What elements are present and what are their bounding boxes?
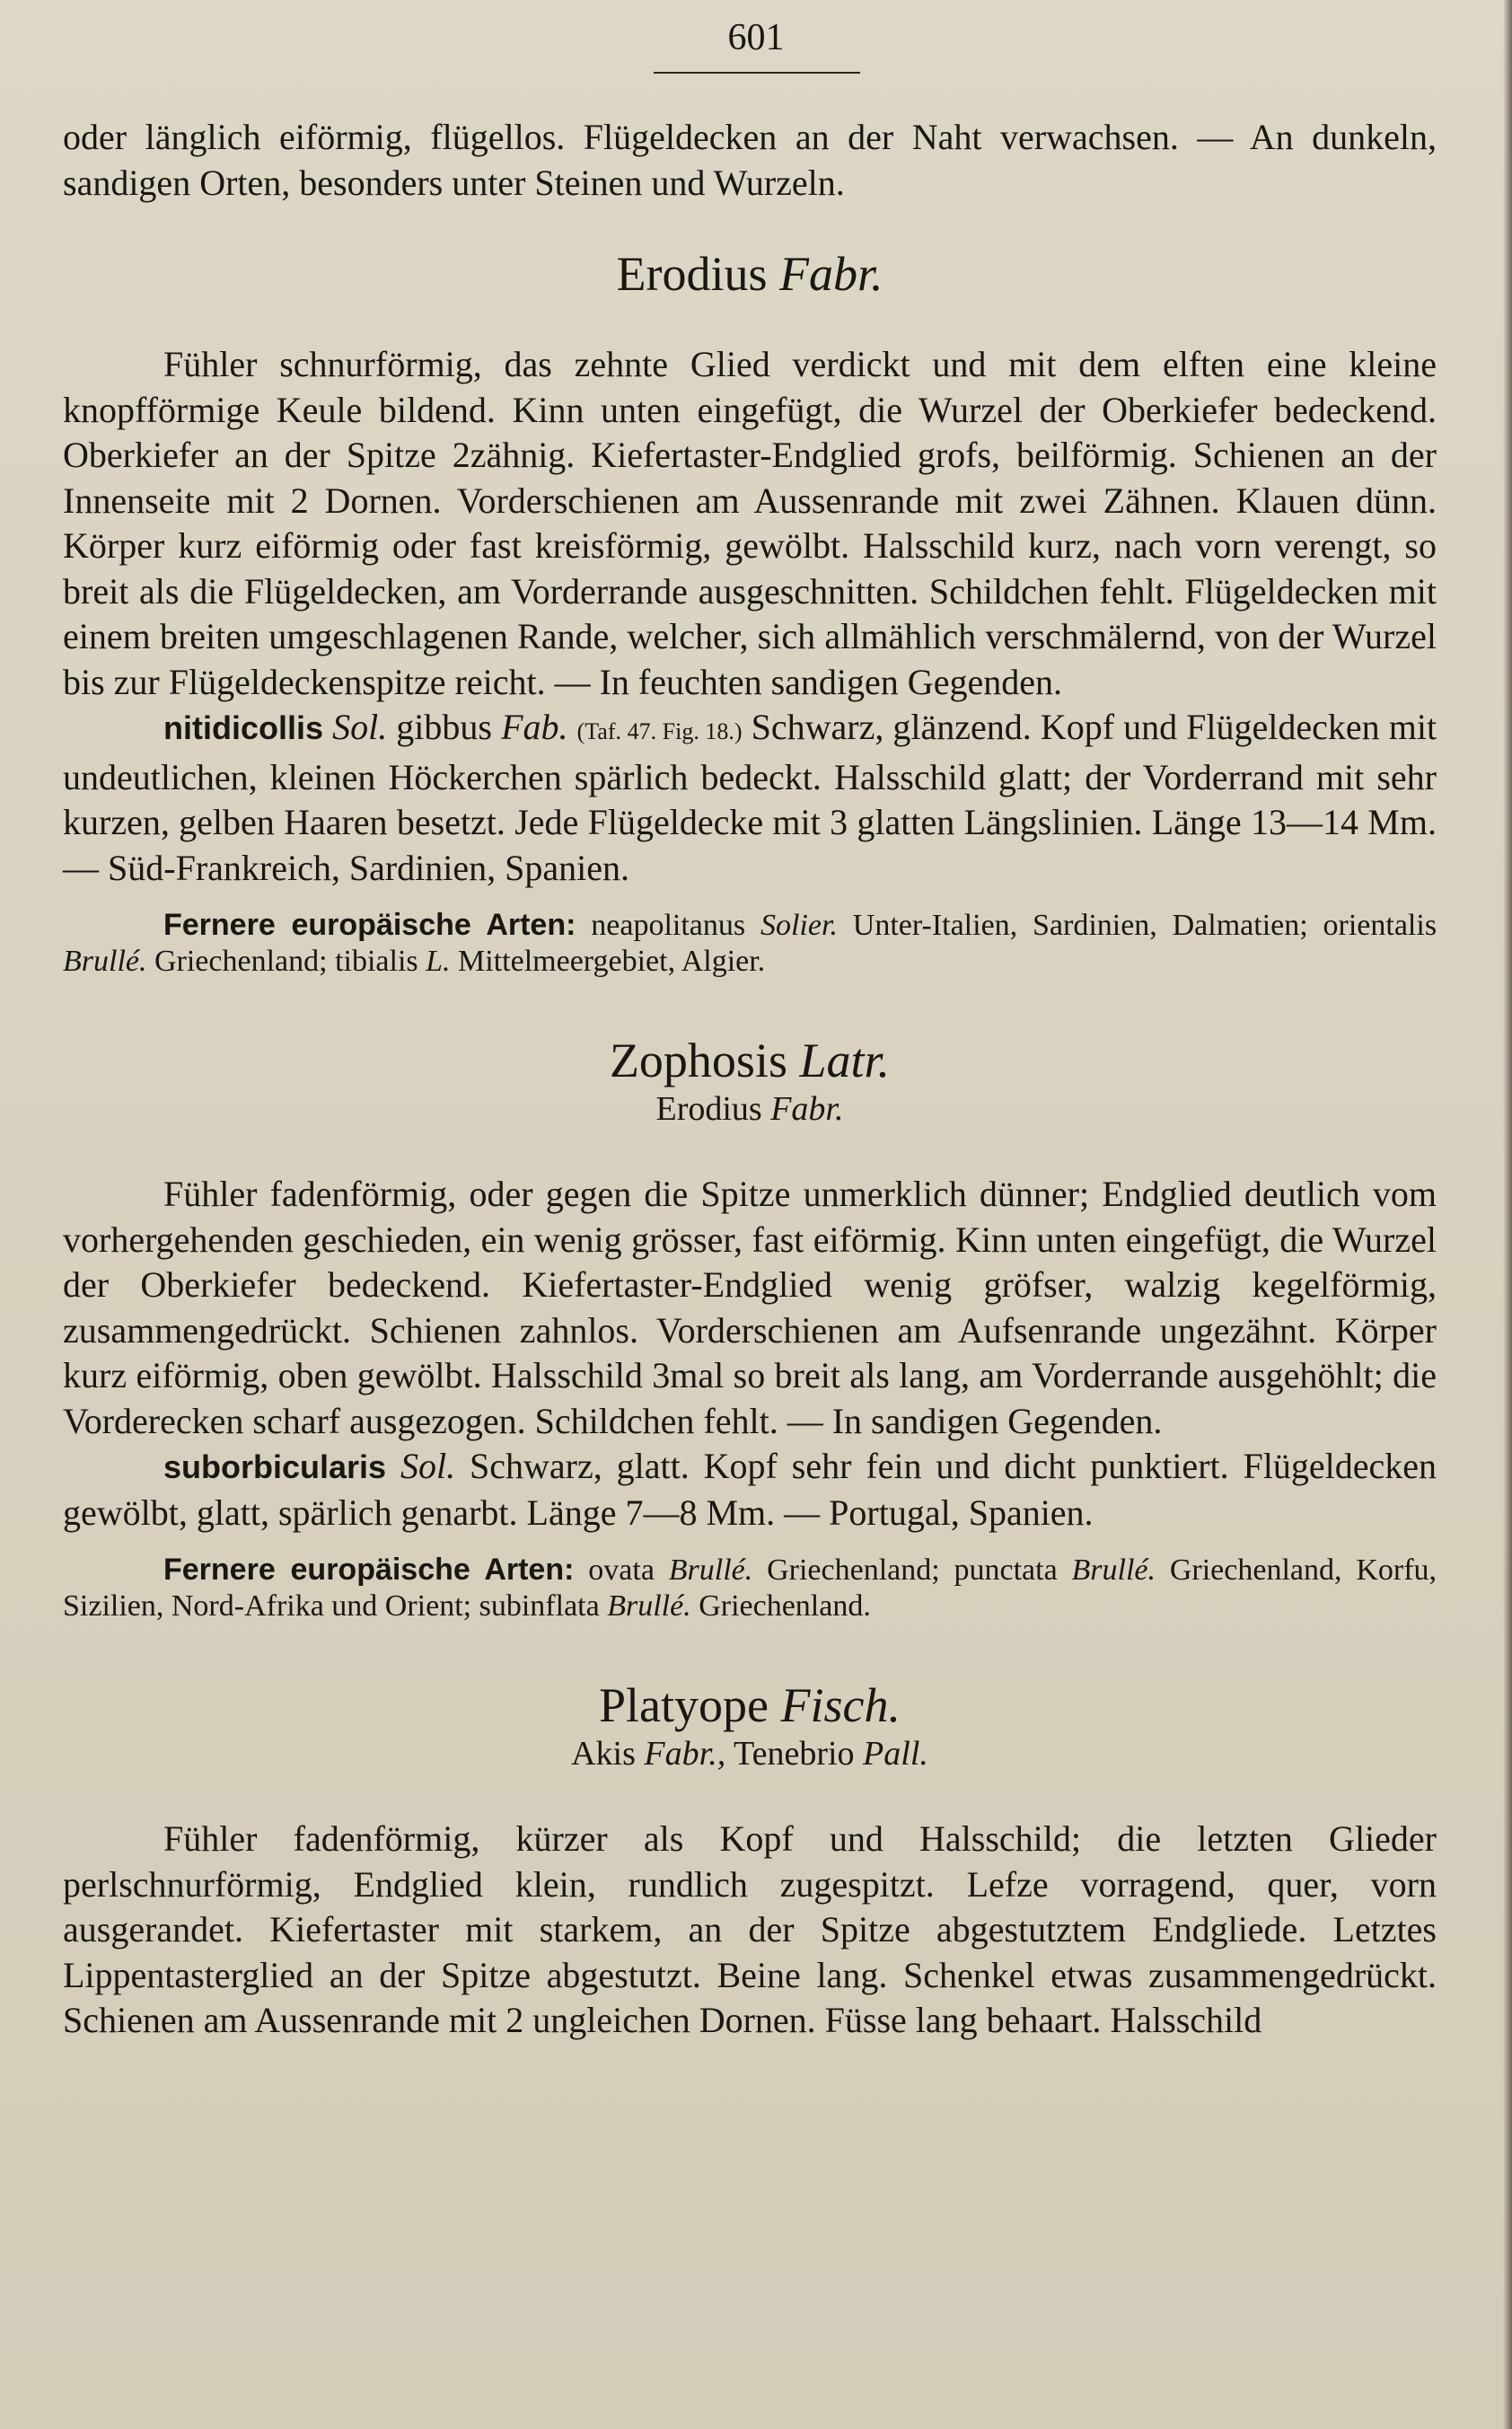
genus-author: Latr. bbox=[799, 1034, 891, 1087]
synonym-name: Tenebrio bbox=[734, 1735, 855, 1773]
page-content bbox=[63, 115, 1437, 2044]
genus-author: Fisch. bbox=[780, 1678, 901, 1732]
note-region: Griechenland; bbox=[767, 1553, 940, 1587]
synonym-author: Fabr., bbox=[644, 1735, 726, 1773]
genus-heading-zophosis bbox=[63, 1034, 1437, 1087]
synonym-name: Akis bbox=[571, 1735, 636, 1773]
species-name: nitidicollis bbox=[163, 709, 324, 746]
note-author: Brullé. bbox=[1071, 1553, 1156, 1587]
species-entry-nitidicollis bbox=[63, 705, 1437, 891]
note-author: Brullé. bbox=[668, 1553, 753, 1587]
note-region: Mittelmeergebiet, Algier. bbox=[458, 945, 766, 978]
platyope-description: Fühler fadenförmig, kürzer als Kopf und Halsschild; die letzten Glieder perlschnurförmig, Endglied klein, rundlich zugespitzt. Lefze vorragend, quer, vorn ausgerandet. Kiefertaster mit starkem, an der Spitze abgestutztem Endgliede. Letztes Lippentasterglied an der Spitze abgestutzt. Beine lang. Schenkel etwas zusammengedrückt. Schienen am Aussenrande mit 2 ungleichen Dornen. Füsse lang behaart. Halsschild bbox=[63, 1818, 1437, 2040]
note-region: Unter-Italien, Sardinien, Dalmatien; bbox=[852, 909, 1308, 942]
genus-synonym-platyope bbox=[63, 1732, 1437, 1775]
genus-heading-erodius bbox=[63, 247, 1437, 301]
species-entry-suborbicularis bbox=[63, 1444, 1437, 1536]
species-author: Sol. bbox=[332, 707, 388, 747]
species-synonym: gibbus bbox=[396, 707, 492, 747]
genus-author: Fabr. bbox=[778, 247, 883, 301]
header-rule bbox=[654, 72, 860, 74]
figure-reference: (Taf. 47. Fig. 18.) bbox=[576, 718, 743, 744]
note-name: ovata bbox=[588, 1553, 655, 1587]
species-name: suborbicularis bbox=[163, 1448, 387, 1485]
species-author: Sol. bbox=[400, 1446, 456, 1486]
notes-heading: Fernere europäische Arten: bbox=[163, 908, 576, 942]
note-name: neapolitanus bbox=[591, 909, 746, 942]
further-species-zophosis bbox=[63, 1552, 1437, 1624]
note-author: L. bbox=[426, 945, 451, 978]
note-region: Griechenland, Korfu, Sizilien, Nord-Afrika und Orient; bbox=[63, 1553, 1437, 1623]
zophosis-description: Fühler fadenförmig, oder gegen die Spitze unmerklich dünner; Endglied deutlich vom vorhergehenden geschieden, ein wenig grösser, fast eiförmig. Kinn unten eingefügt, die Wurzel der Oberkiefer bedeckend. Kiefertaster-Endglied wenig gröfser, walzig kegelförmig, zusammengedrückt. Schienen zahnlos. Vorderschienen am Aufsenrande ungezähnt. Körper kurz eiförmig, oben gewölbt. Halsschild 3mal so breit als lang, am Vorderrande ausgehöhlt; die Vorderecken scharf ausgezogen. Schildchen fehlt. — In sandigen Gegenden. bbox=[63, 1174, 1437, 1441]
page-number: 601 bbox=[727, 17, 785, 58]
genus-heading-platyope bbox=[63, 1678, 1437, 1732]
genus-name: Zophosis bbox=[609, 1034, 787, 1087]
intro-paragraph: oder länglich eiförmig, flügellos. Flügeldecken an der Naht verwachsen. — An dunkeln, sandigen Orten, besonders unter Steinen und Wurzeln. bbox=[63, 117, 1437, 203]
synonym-name: Erodius bbox=[655, 1090, 762, 1128]
erodius-description: Fühler schnurförmig, das zehnte Glied verdickt und mit dem elften eine kleine knopfförmige Keule bildend. Kinn unten eingefügt, die Wurzel der Oberkiefer bedeckend. Oberkiefer an der Spitze 2zähnig. Kiefertaster-Endglied grofs, beilförmig. Schienen an der Innenseite mit 2 Dornen. Vorderschienen am Aussenrande mit zwei Zähnen. Klauen dünn. Körper kurz eiförmig oder fast kreisförmig, gewölbt. Halsschild kurz, nach vorn verengt, so breit als die Flügeldecken, am Vorderrande ausgeschnitten. Schildchen fehlt. Flügeldecken mit einem breiten umgeschlagenen Rande, welcher, sich allmählich verschmälernd, von der Wurzel bis zur Flügeldeckenspitze reicht. — In feuchten sandigen Gegenden. bbox=[63, 344, 1437, 702]
synonym-author: Pall. bbox=[863, 1735, 928, 1773]
species-text: Schwarz, glatt. Kopf sehr fein und dicht punktiert. Flügeldecken gewölbt, glatt, spärlich genarbt. Länge 7—8 Mm. — Portugal, Spanien. bbox=[63, 1446, 1437, 1533]
notes-heading: Fernere europäische Arten: bbox=[163, 1553, 575, 1587]
synonym-author: Fabr. bbox=[770, 1090, 844, 1128]
note-author: Solier. bbox=[760, 909, 838, 942]
further-species-erodius bbox=[63, 907, 1437, 980]
genus-name: Platyope bbox=[599, 1678, 769, 1732]
genus-synonym-zophosis bbox=[63, 1087, 1437, 1131]
note-name: tibialis bbox=[335, 945, 418, 978]
note-author: Brullé. bbox=[63, 945, 147, 978]
note-region: Griechenland; bbox=[154, 945, 328, 978]
note-name: punctata bbox=[954, 1553, 1058, 1587]
genus-name: Erodius bbox=[616, 247, 768, 301]
note-name: subinflata bbox=[479, 1589, 600, 1623]
note-name: orientalis bbox=[1323, 909, 1437, 942]
note-region: Griechenland. bbox=[699, 1589, 871, 1623]
species-synonym-author: Fab. bbox=[501, 707, 568, 747]
note-author: Brullé. bbox=[607, 1589, 691, 1623]
species-text: Schwarz, glänzend. Kopf und Flügeldecken mit undeutlichen, kleinen Höckerchen spärlich bedeckt. Halsschild glatt; der Vorderrand mit sehr kurzen, gelben Haaren besetzt. Jede Flügeldecke mit 3 glatten Längslinien. Länge 13—14 Mm. — Süd-Frankreich, Sardinien, Spanien. bbox=[63, 707, 1437, 888]
